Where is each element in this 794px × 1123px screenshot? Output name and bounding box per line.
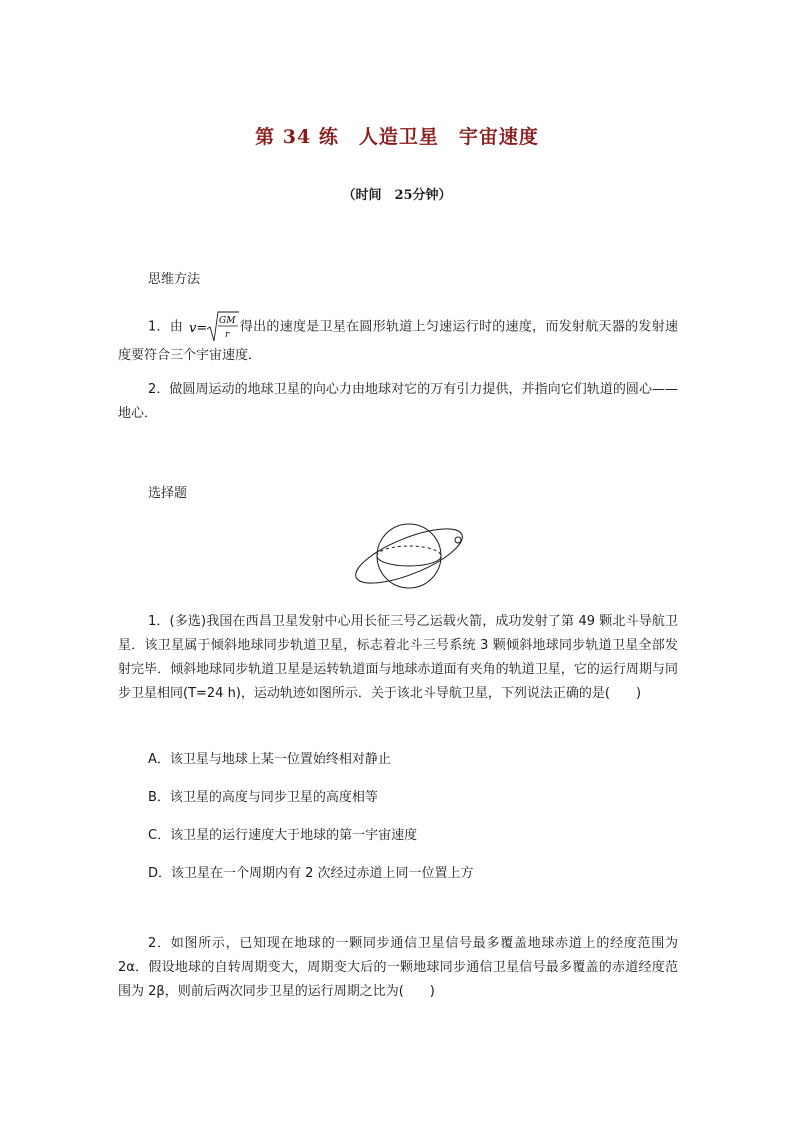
- formula-denominator: r: [224, 330, 229, 340]
- method-heading: 思维方法: [148, 272, 201, 287]
- equator-back: [377, 546, 441, 556]
- satellite-icon: [455, 537, 461, 543]
- question-1-option-d: D．该卫星在一个周期内有 2 次经过赤道上同一位置上方: [148, 866, 474, 881]
- method-item-2: 2．做圆周运动的地球卫星的向心力由地球对它的万有引力提供，并指向它们轨道的圆心——地心．: [118, 382, 678, 421]
- orbit-figure: [352, 520, 468, 596]
- earth-circle: [377, 524, 441, 588]
- question-1-option-a: A．该卫星与地球上某一位置始终相对静止: [148, 752, 391, 767]
- question-2-stem: 2．如图所示，已知现在地球的一颗同步通信卫星信号最多覆盖地球赤道上的经度范围为 2α．假设地球的自转周期变大，周期变大后的一颗地球同步通信卫星信号最多覆盖的赤道经度范围为 2β，则前后两次同步卫星的运行周期之比为( ): [118, 936, 678, 999]
- question-1-option-c: C．该卫星的运行速度大于地球的第一宇宙速度: [148, 828, 418, 843]
- velocity-formula: [188, 310, 240, 344]
- formula-lhs: v=: [188, 321, 207, 336]
- satellite-orbit: [352, 520, 468, 592]
- time-limit: （时间 25分钟）: [342, 188, 452, 203]
- equator-front: [377, 556, 441, 566]
- question-1-option-b: B．该卫星的高度与同步卫星的高度相等: [148, 790, 378, 805]
- method-item-1: [118, 310, 678, 368]
- page-title: 第 34 练 人造卫星 宇宙速度: [255, 126, 539, 148]
- method-item-1-text: 得出的速度是卫星在圆形轨道上匀速运行时的速度，而发射航天器的发射速度要符合三个宇宙速度．: [118, 319, 678, 363]
- formula-numerator: GM: [218, 316, 235, 326]
- method-item-1-number: 1．由: [148, 319, 184, 335]
- question-1-stem: 1．(多选)我国在西昌卫星发射中心用长征三号乙运载火箭，成功发射了第 49 颗北斗导航卫星．该卫星属于倾斜地球同步轨道卫星，标志着北斗三号系统 3 颗倾斜地球同步轨道卫星全部发射完毕．倾斜地球同步轨道卫星是运转轨道面与地球赤道面有夹角的轨道卫星，它的运行周期与同步卫星相同(T=24 h)，运动轨迹如图所示．关于该北斗导航卫星，下列说法正确的是( ): [118, 614, 678, 701]
- choice-heading: 选择题: [148, 486, 188, 501]
